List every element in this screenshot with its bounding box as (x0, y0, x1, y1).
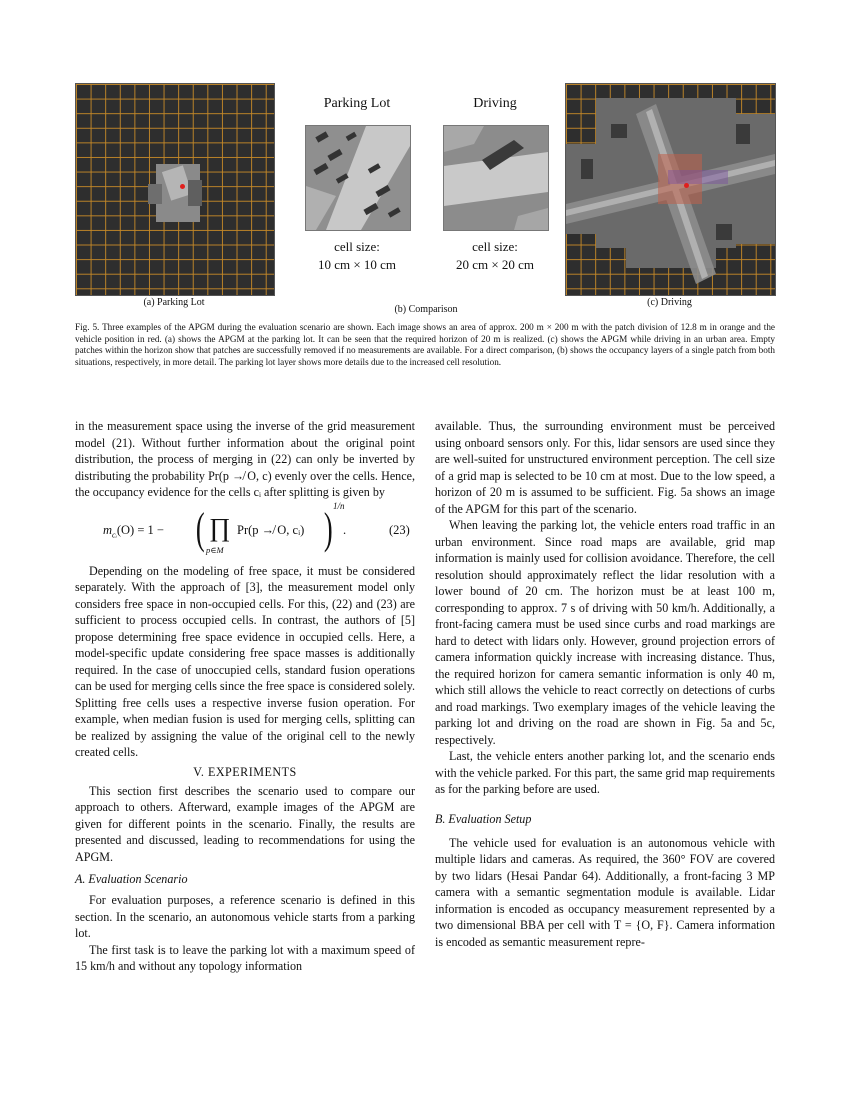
cell-size-label: cell size: (472, 239, 518, 254)
eq-product-subscript: p∈M (206, 544, 224, 555)
paragraph: Depending on the modeling of free space, it must be considered separately. With the approach of [3], the measurement model only considers free space in non-occupied cells. For this, (22) and (23) are sufficient to process occupied cells. In contrast, the authors of [5] propose determining free space evidence in occupied cells. Here, a model-specific update considering free space masses is additionally required. In the case of unoccupied cells, standard fusion operations can be used for merging cells since the free space is considered solely. Splitting free cells uses a respective inverse fusion operation. For example, when median fusion is used for merging cells, splitting can be realized by assigning the value of the original cell to the newly created cells. (75, 563, 415, 759)
subcaption-c: (c) Driving (647, 297, 692, 308)
paragraph: For evaluation purposes, a reference scenario is defined in this section. In the scenario, an autonomous vehicle starts from a parking lot. (75, 893, 415, 940)
eq-mid: (O) = 1 − (116, 522, 164, 537)
paragraph: Last, the vehicle enters another parking lot, and the scenario ends with the vehicle parked. For this part, the same grid map requirements as for the parking before are used. (435, 749, 775, 796)
panel-title-driving: Driving (473, 96, 517, 111)
occupancy-layer-driving-image (443, 125, 549, 231)
occupancy-layer-parking-image (305, 125, 411, 231)
paragraph: The first task is to leave the parking lot with a maximum speed of 15 km/h and without any topology information (75, 942, 415, 973)
paragraph: This section first describes the scenario used to compare our approach to others. Afterward, example images of the APGM are given for different points in the scenario. Finally, the results are presented and discussed, leading to recommendations for using the APGM. (75, 783, 415, 864)
subsection-heading: A. Evaluation Scenario (75, 872, 188, 886)
subsection-heading: B. Evaluation Setup (435, 811, 532, 826)
right-column (435, 418, 775, 950)
eq-exponent: 1/n (333, 500, 345, 511)
eq-product-symbol: ∏ (209, 512, 231, 542)
cell-size-parking (295, 238, 419, 274)
vehicle-position-marker (180, 184, 185, 189)
subcaption-a: (a) Parking Lot (143, 297, 205, 308)
equation-23: $m_{cᵢ}(O) = 1$ − ( ∏ p∈M Pr(p ↛ O, cᵢ) ) 1/n . (23) (103, 500, 410, 555)
figure-caption: Fig. 5. Three examples of the APGM during the evaluation scenario are shown. Each image shows an area of approx. 200 m × 200 m with the patch division of 12.8 m in orange and the vehicle position in red. (a) shows the APGM at the parking lot. It can be seen that the required horizon of 20 m is realized. (c) shows the APGM while driving in an urban area. Empty patches within the horizon show that patches are successfully removed if no measurements are available. For a direct comparison, (b) shows the occupancy layers of a single patch from both situations, respectively, in more detail. The parking lot layer shows more details due to the increased cell resolution. (75, 322, 775, 367)
cell-size-parking-value: 10 cm × 10 cm (317, 257, 397, 272)
cell-size-label: cell size: (334, 239, 380, 254)
eq-period: . (343, 522, 347, 537)
eq-lhs: m (103, 522, 113, 537)
left-column (75, 418, 415, 975)
paragraph: When leaving the parking lot, the vehicle enters road traffic in an urban environment. Since road maps are available, grid map information is mainly used for collision avoidance. Therefore, the cell resolution should approximately reflect the lidar resolution with a lower bound of 20 cm. The horizon must be at least 100 m, corresponding to approx. 7 s of driving with 50 km/h. Additionally, a front-facing camera must be used since curbs and road markings are hard to detect with lidars only. However, ground projection errors of camera information quickly increase with increasing distance. Thus, the required horizon for camera semantic information is only 40 m, which still allows the vehicle to react correctly on detections of curbs and road markings. Two exemplary images of the vehicle leaving the parking lot and driving on the road are shown in Fig. 5a and 5c, respectively. (435, 518, 775, 747)
subcaption-b: (b) Comparison (394, 304, 458, 315)
section-heading: V. EXPERIMENTS (193, 764, 297, 779)
eq-subscript: cᵢ (112, 530, 117, 539)
cell-size-driving-value: 20 cm × 20 cm (455, 257, 535, 272)
apgm-parking-lot-image (75, 83, 275, 296)
paragraph: available. Thus, the surrounding environment must be perceived using onboard sensors only. For this, lidar sensors are used since they are well-suited for unstructured environment perception. The cell size of a grid map is selected to be 10 cm at most. Due to the low speed, a horizon of 20 m is assumed to be sufficient. Fig. 5a shows an image of the APGM for this part of the scenario. (435, 419, 775, 516)
paragraph: in the measurement space using the inverse of the grid measurement model (21). Without further information about the original point distribution, the process of merging in (22) can only be inverted by distributing the probability Pr(p ↛ O, c) evenly over the cells. Hence, the occupancy evidence for the cells cᵢ after splitting is given by (75, 419, 415, 499)
apgm-driving-image (565, 83, 776, 296)
paragraph: The vehicle used for evaluation is an autonomous vehicle with multiple lidars and cameras. As required, the 360° FOV are covered by two lidars (Hesai Pandar 64). Additionally, a front-facing 3 MP camera with a semantic segmentation module is available. Lidar information is encoded as occupancy measurement represented by a two dimensional BBA per cell with T = {O, F}. Camera information is encoded as semantic measurement repre- (435, 835, 775, 949)
panel-title-parking: Parking Lot (323, 96, 391, 111)
cell-size-driving (433, 238, 557, 274)
eq-number: (23) (389, 522, 410, 537)
vehicle-position-marker (684, 183, 689, 188)
eq-term: Pr(p ↛ O, cᵢ) (237, 522, 305, 537)
